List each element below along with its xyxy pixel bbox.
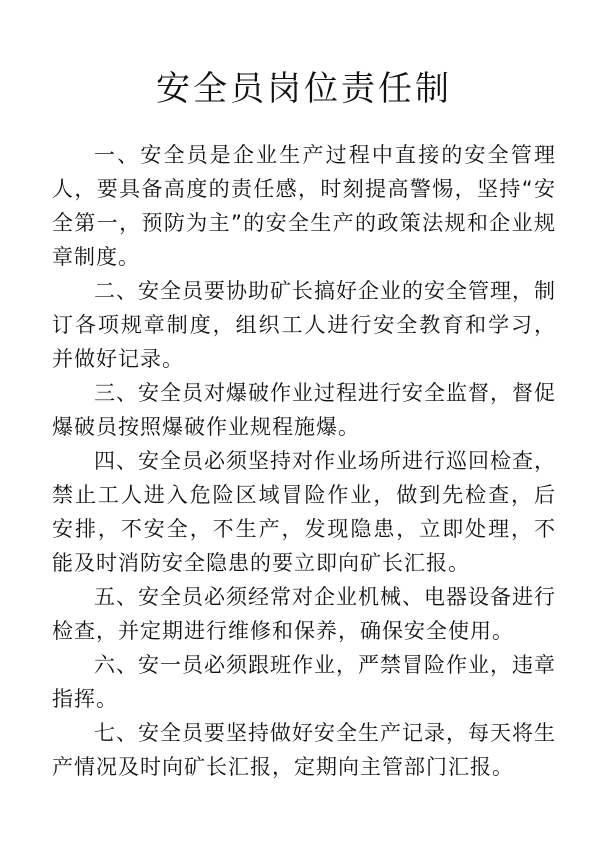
clause-5: 五、安全员必须经常对企业机械、电器设备进行检查，并定期进行维修和保养，确保安全使用。	[52, 585, 556, 643]
clause-3: 三、安全员对爆破作业过程进行安全监督，督促爆破员按照爆破作业规程施爆。	[52, 381, 556, 439]
document-title: 安全员岗位责任制	[156, 69, 452, 109]
clause-6: 六、安一员必须跟班作业，严禁冒险作业，违章指挥。	[52, 653, 556, 711]
clause-1: 一、安全员是企业生产过程中直接的安全管理人，要具备高度的责任感，时刻提高警惕，坚持“安全第一，预防为主”的安全生产的政策法规和企业规章制度。	[52, 143, 556, 269]
clause-list	[52, 138, 556, 784]
clause-2: 二、安全员要协助矿长搞好企业的安全管理，制订各项规章制度，组织工人进行安全教育和学习，并做好记录。	[52, 279, 556, 371]
clause-7: 七、安全员要坚持做好安全生产记录，每天将生产情况及时向矿长汇报，定期向主管部门汇报。	[52, 721, 556, 779]
clause-4: 四、安全员必须坚持对作业场所进行巡回检查，禁止工人进入危险区域冒险作业，做到先检查，后安排，不安全，不生产，发现隐患，立即处理，不能及时消防安全隐患的要立即向矿长汇报。	[52, 449, 556, 575]
